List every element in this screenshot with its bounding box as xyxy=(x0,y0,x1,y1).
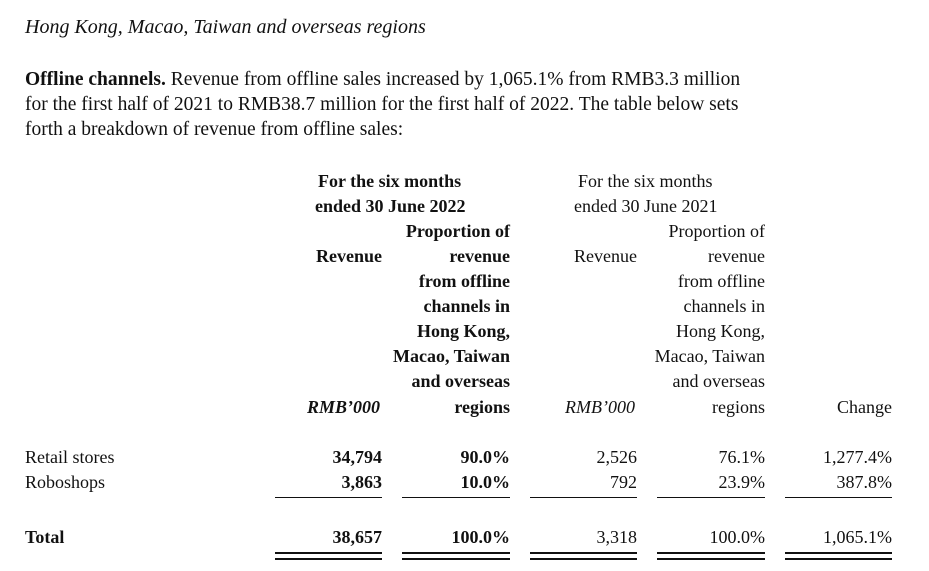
period-2021-line-1: For the six months xyxy=(578,171,713,191)
paragraph-line-2: for the first half of 2021 to RMB38.7 million for the first half of 2022. The table below sets xyxy=(25,94,739,115)
cell-retail-rev-2021: 2,526 xyxy=(596,447,637,467)
subtotal-rule-prop-2021 xyxy=(657,497,765,498)
proportion-2022-line-2: revenue xyxy=(449,246,510,266)
cell-total-change: 1,065.1% xyxy=(823,527,892,547)
row-label-roboshops: Roboshops xyxy=(25,472,106,492)
period-2021-line-2: ended 30 June 2021 xyxy=(574,196,718,216)
subtotal-rule-rev-2022 xyxy=(275,497,382,498)
total-double-rule-change xyxy=(785,552,892,560)
total-double-rule-rev-2022 xyxy=(275,552,382,560)
unit-2022-header: RMB’000 xyxy=(307,397,381,417)
cell-retail-change: 1,277.4% xyxy=(823,447,892,467)
cell-retail-rev-2022: 34,794 xyxy=(332,447,382,467)
subtotal-rule-prop-2022 xyxy=(402,497,510,498)
cell-total-rev-2021: 3,318 xyxy=(596,527,637,547)
proportion-2022-line-3: from offline xyxy=(418,271,510,291)
revenue-2022-header: Revenue xyxy=(316,246,382,266)
total-double-rule-rev-2021 xyxy=(530,552,637,560)
cell-roboshops-rev-2021: 792 xyxy=(610,472,637,492)
row-label-retail-stores: Retail stores xyxy=(25,447,115,467)
unit-2021-header: RMB’000 xyxy=(565,397,635,417)
row-label-total: Total xyxy=(25,527,65,547)
offline-channels-paragraph xyxy=(25,67,893,142)
cell-retail-prop-2022: 90.0% xyxy=(460,447,510,467)
total-double-rule-prop-2021 xyxy=(657,552,765,560)
period-2022-line-2: ended 30 June 2022 xyxy=(315,196,466,216)
paragraph-line-1: Revenue from offline sales increased by 1,065.1% from RMB3.3 million xyxy=(165,69,741,90)
cell-roboshops-rev-2022: 3,863 xyxy=(341,472,382,492)
cell-roboshops-change: 387.8% xyxy=(836,472,892,492)
proportion-2021-line-5: Hong Kong, xyxy=(676,321,765,341)
subtotal-rule-change xyxy=(785,497,892,498)
proportion-2021-line-7: and overseas xyxy=(672,371,765,391)
cell-total-prop-2021: 100.0% xyxy=(709,527,765,547)
proportion-2021-line-8: regions xyxy=(712,397,765,417)
proportion-2021-line-2: revenue xyxy=(708,246,765,266)
proportion-2021-line-6: Macao, Taiwan xyxy=(654,346,765,366)
cell-total-rev-2022: 38,657 xyxy=(332,527,382,547)
section-heading: Hong Kong, Macao, Taiwan and overseas regions xyxy=(25,16,426,38)
proportion-2022-line-5: Hong Kong, xyxy=(416,321,510,341)
proportion-2022-line-8: regions xyxy=(454,397,510,417)
period-2022-line-1: For the six months xyxy=(318,171,462,191)
cell-retail-prop-2021: 76.1% xyxy=(718,447,765,467)
revenue-2021-header: Revenue xyxy=(574,246,637,266)
change-header: Change xyxy=(837,397,892,417)
proportion-2022-line-4: channels in xyxy=(423,296,510,316)
cell-total-prop-2022: 100.0% xyxy=(451,527,510,547)
proportion-2021-line-1: Proportion of xyxy=(668,221,765,241)
total-double-rule-prop-2022 xyxy=(402,552,510,560)
paragraph-lead: Offline channels. xyxy=(25,69,166,90)
proportion-2021-line-4: channels in xyxy=(683,296,765,316)
proportion-2021-line-3: from offline xyxy=(677,271,765,291)
proportion-2022-line-6: Macao, Taiwan xyxy=(392,346,510,366)
proportion-2022-line-7: and overseas xyxy=(411,371,510,391)
paragraph-line-3: forth a breakdown of revenue from offline sales: xyxy=(25,119,404,140)
proportion-2022-line-1: Proportion of xyxy=(405,221,510,241)
cell-roboshops-prop-2021: 23.9% xyxy=(718,472,765,492)
cell-roboshops-prop-2022: 10.0% xyxy=(460,472,510,492)
subtotal-rule-rev-2021 xyxy=(530,497,637,498)
